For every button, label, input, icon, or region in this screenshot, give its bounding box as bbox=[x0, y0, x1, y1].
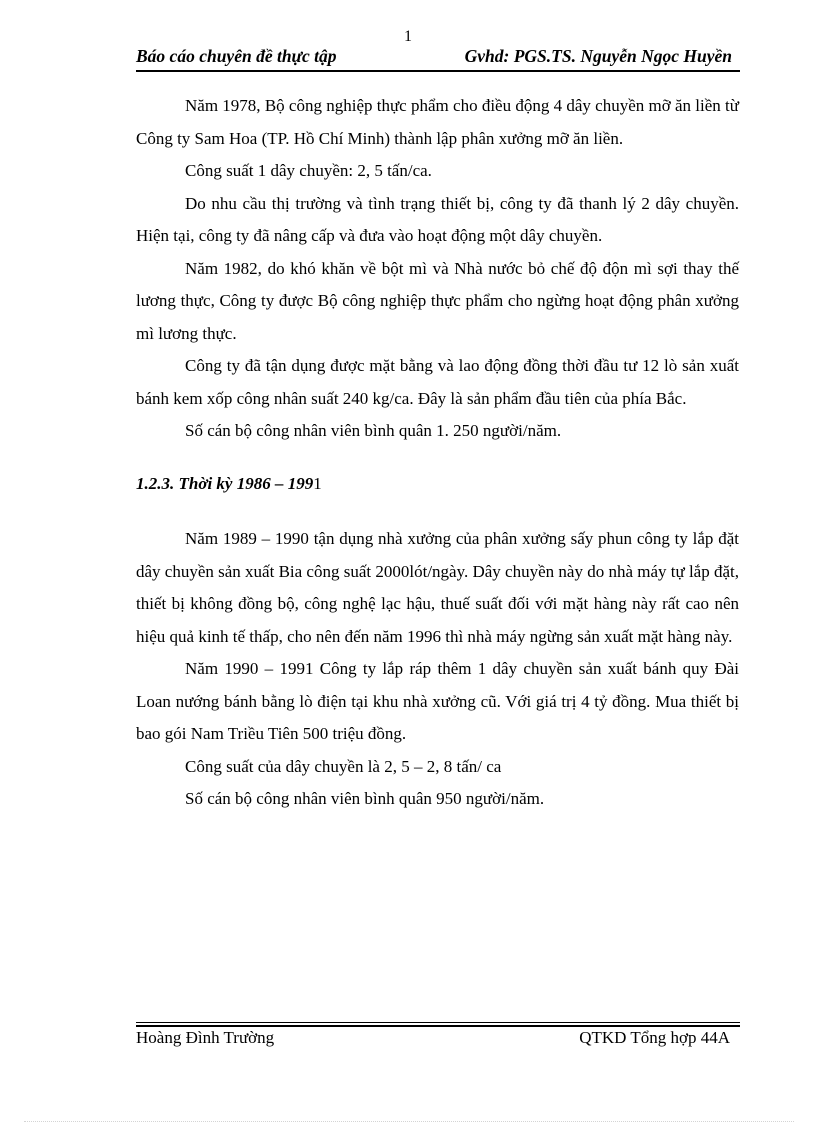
paragraph: Công suất 1 dây chuyền: 2, 5 tấn/ca. bbox=[185, 161, 432, 180]
page-header bbox=[136, 46, 740, 68]
document-body bbox=[136, 90, 739, 816]
page-edge bbox=[24, 1121, 794, 1122]
paragraph: Công ty đã tận dụng được mặt bằng và lao động đồng thời đầu tư 12 lò sản xuất bánh kem xốp công nhân suất 240 kg/ca. Đây là sản phẩm đầu tiên của phía Bắc. bbox=[136, 356, 739, 408]
footer-class: QTKD Tổng hợp 44A bbox=[579, 1028, 730, 1047]
section-heading bbox=[136, 468, 739, 501]
paragraph: Năm 1990 – 1991 Công ty lắp ráp thêm 1 dây chuyền sản xuất bánh quy Đài Loan nướng bánh bằng lò điện tại khu nhà xưởng cũ. Với giá trị 4 tỷ đồng. Mua thiết bị bao gói Nam Triều Tiên 500 triệu đồng. bbox=[136, 659, 739, 743]
footer-divider-thick bbox=[136, 1025, 740, 1027]
paragraph: Do nhu cầu thị trường và tình trạng thiết bị, công ty đã thanh lý 2 dây chuyền. Hiện tại, công ty đã nâng cấp và đưa vào hoạt động một dây chuyền. bbox=[136, 193, 739, 245]
section-heading-main: 1.2.3. Thời kỳ 1986 – 199 bbox=[136, 473, 314, 493]
footer-author: Hoàng Đình Trường bbox=[136, 1028, 275, 1047]
header-supervisor: Gvhd: PGS.TS. Nguyễn Ngọc Huyền bbox=[464, 46, 732, 66]
paragraph: Số cán bộ công nhân viên bình quân 950 người/năm. bbox=[185, 789, 545, 808]
paragraph: Năm 1978, Bộ công nghiệp thực phẩm cho điều động 4 dây chuyền mỡ ăn liền từ Công ty Sam Hoa (TP. Hồ Chí Minh) thành lập phân xưởng mỡ ăn liền. bbox=[136, 96, 739, 148]
paragraph: Năm 1982, do khó khăn về bột mì và Nhà nước bỏ chế độ độn mì sợi thay thế lương thực, Công ty được Bộ công nghiệp thực phẩm cho ngừng hoạt động phân xưởng mì lương thực. bbox=[136, 258, 739, 343]
header-divider bbox=[136, 70, 740, 72]
header-report-title: Báo cáo chuyên đề thực tập bbox=[136, 46, 337, 66]
paragraph: Năm 1989 – 1990 tận dụng nhà xưởng của phân xưởng sấy phun công ty lắp đặt dây chuyền sản xuất Bia công suất 2000lót/ngày. Dây chuyền này do nhà máy tự lắp đặt, thiết bị không đồng bộ, công nghệ lạc hậu, thuế suất đối với mặt hàng này rất cao nên hiệu quả kinh tế thấp, cho nên đến năm 1996 thì nhà máy ngừng sản xuất mặt hàng này. bbox=[136, 529, 739, 646]
page-number: 1 bbox=[404, 28, 412, 45]
paragraph: Công suất của dây chuyền là 2, 5 – 2, 8 tấn/ ca bbox=[185, 756, 502, 776]
paragraph: Số cán bộ công nhân viên bình quân 1. 250 người/năm. bbox=[185, 421, 562, 440]
section-heading-tail: 1 bbox=[313, 473, 322, 493]
footer-divider-thin bbox=[136, 1022, 740, 1023]
